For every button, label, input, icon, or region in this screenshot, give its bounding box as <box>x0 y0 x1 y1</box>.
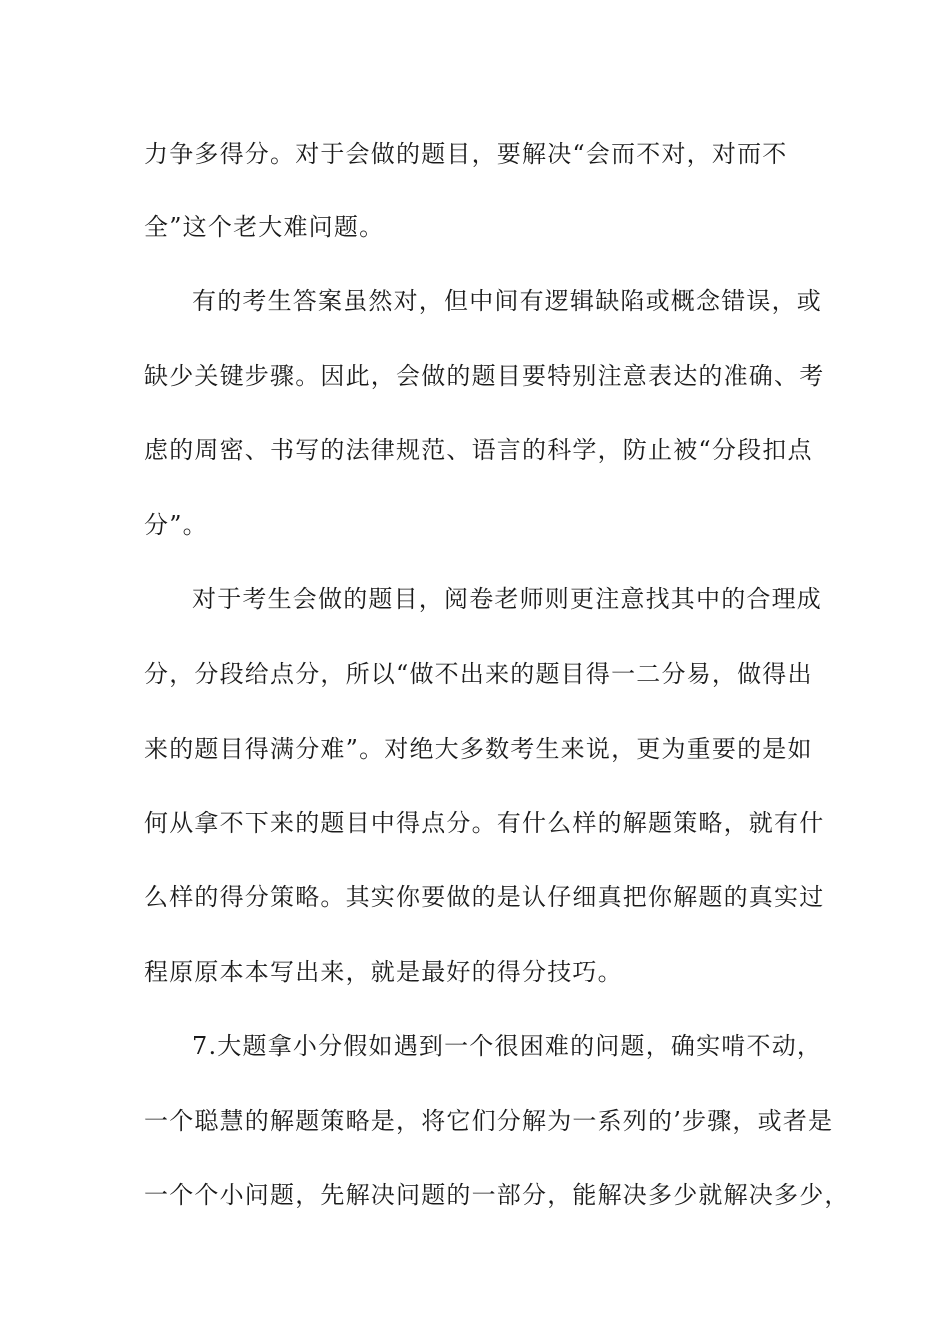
paragraph-line: 虑的周密、书写的法律规范、语言的科学，防止被“分段扣点 <box>144 436 813 464</box>
paragraph-line: 一个聪慧的解题策略是，将它们分解为一系列的’步骤，或者是 <box>144 1107 834 1135</box>
paragraph-line: 缺少关键步骤。因此，会做的题目要特别注意表达的准确、考 <box>144 362 825 390</box>
paragraph-line: 全”这个老大难问题。 <box>144 213 385 241</box>
paragraph-line: 一个个小问题，先解决问题的一部分，能解决多少就解决多少， <box>144 1181 850 1209</box>
paragraph-line: 分，分段给点分，所以“做不出来的题目得一二分易，做得出 <box>144 660 813 688</box>
paragraph-line: 程原原本本写出来，就是最好的得分技巧。 <box>144 958 623 986</box>
paragraph-line: 有的考生答案虽然对，但中间有逻辑缺陷或概念错误，或 <box>192 287 822 315</box>
paragraph-line: 对于考生会做的题目，阅卷老师则更注意找其中的合理成 <box>192 585 822 613</box>
paragraph-line: 何从拿不下来的题目中得点分。有什么样的解题策略，就有什 <box>144 809 825 837</box>
paragraph-line: 力争多得分。对于会做的题目，要解决“会而不对，对而不 <box>144 140 788 168</box>
paragraph-line: 么样的得分策略。其实你要做的是认仔细真把你解题的真实过 <box>144 883 825 911</box>
paragraph-line: 7.大题拿小分假如遇到一个很困难的问题，确实啃不动， <box>192 1032 823 1060</box>
paragraph-line: 来的题目得满分难”。对绝大多数考生来说，更为重要的是如 <box>144 735 813 763</box>
paragraph-line: 分”。 <box>144 511 208 539</box>
